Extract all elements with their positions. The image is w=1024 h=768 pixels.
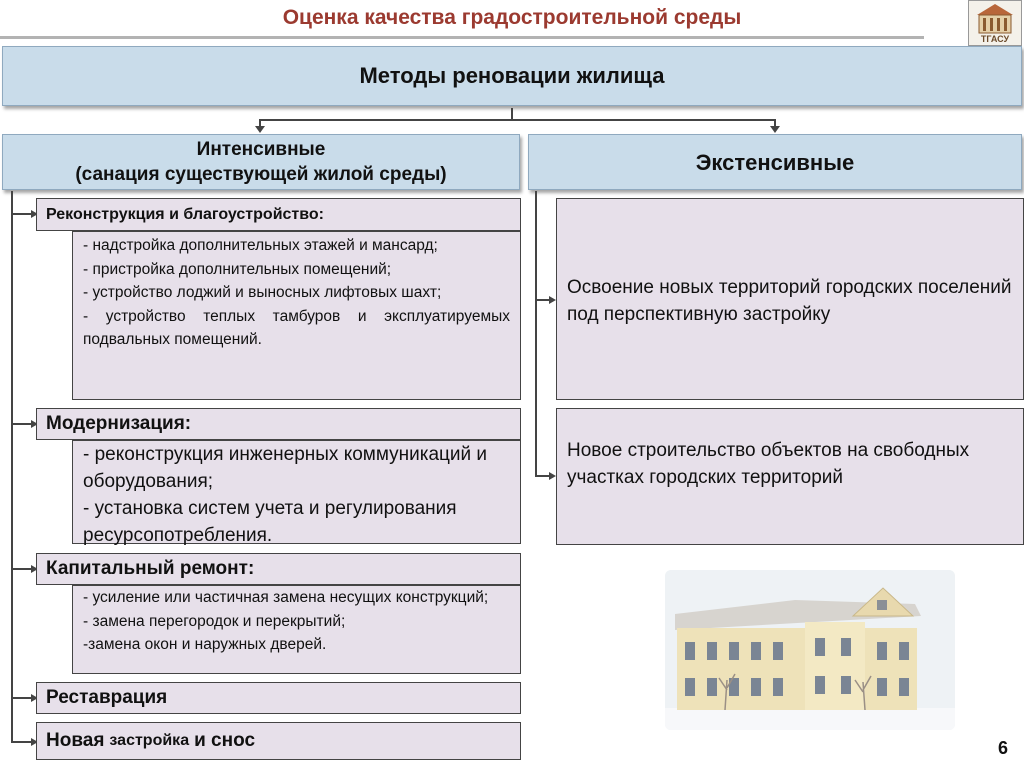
extensive-title: Экстенсивные [695,150,855,175]
new-territories-text: Освоение новых территорий городских поселений под перспективную застройку [567,277,1012,325]
new-construction-box [36,722,521,760]
capital-repair-header [36,553,521,585]
reconstruction-header [36,198,521,231]
logo-caption: ТГАСУ [980,34,1010,44]
reconstruction-list [72,231,521,400]
intensive-box [2,134,520,190]
main-title: Методы реновации жилища [359,63,665,88]
page-number: 6 [998,738,1009,758]
restoration-title: Реставрация [46,687,168,708]
list-item: - устройство лоджий и выносных лифтовых шахт; [83,284,442,301]
list-item: - реконструкция инженерных коммуникаций и оборудования; [83,444,488,492]
title-divider [0,36,924,39]
capital-repair-title: Капитальный ремонт: [46,558,255,579]
new-construction-title-word: Новая [46,730,105,751]
new-construction-title-end: и снос [194,730,256,751]
list-item: - пристройка дополнительных помещений; [83,260,392,278]
list-item: - надстройка дополнительных этажей и мансард; [83,237,438,254]
main-title-box [2,46,1022,106]
new-construction-text: Новое строительство объектов на свободных участках городских территорий [567,440,970,488]
intensive-title: Интенсивные [196,139,326,160]
arrow-to-right-box-1 [549,296,556,304]
arrow-to-intensive [255,126,265,133]
connector-to-restoration [11,697,32,699]
intensive-subtitle: (санация существующей жилой среды) [75,164,447,185]
modernization-header [36,408,521,440]
connector-to-new-construction [11,741,32,743]
right-connector-line [535,191,537,477]
arrow-to-extensive [770,126,780,133]
modernization-title: Модернизация: [46,413,192,434]
connector-to-reconstruction [11,213,32,215]
university-logo [968,0,1022,46]
list-item: - устройство теплых тамбуров и эксплуатируемых подвальных помещений. [83,307,510,348]
building-illustration [665,570,955,730]
list-item: - замена перегородок и перекрытий; [83,612,346,630]
capital-repair-list [72,585,521,674]
slide-title: Оценка качества градостроительной среды [282,6,742,29]
new-construction-right-box [556,408,1024,545]
connector-to-modernization [11,423,32,425]
modernization-list [72,440,521,544]
arrow-to-right-box-2 [549,472,556,480]
list-item: -замена окон и наружных дверей. [83,636,327,653]
connector-to-right-box-2 [535,475,550,477]
restoration-box [36,682,521,714]
new-territories-box [556,198,1024,400]
university-building-icon [969,1,1021,35]
extensive-box [528,134,1022,190]
reconstruction-title: Реконструкция и благоустройство: [46,205,324,223]
list-item: - усиление или частичная замена несущих конструкций; [83,589,489,606]
new-construction-title-small: застройка [109,732,190,749]
connector-to-right-box-1 [535,299,550,301]
building-photo [665,570,955,730]
connector-to-capital-repair [11,568,32,570]
list-item: - установка систем учета и регулирования ресурсопотребления. [83,498,457,546]
connector-main-horizontal [259,119,776,121]
left-connector-line [11,191,13,743]
